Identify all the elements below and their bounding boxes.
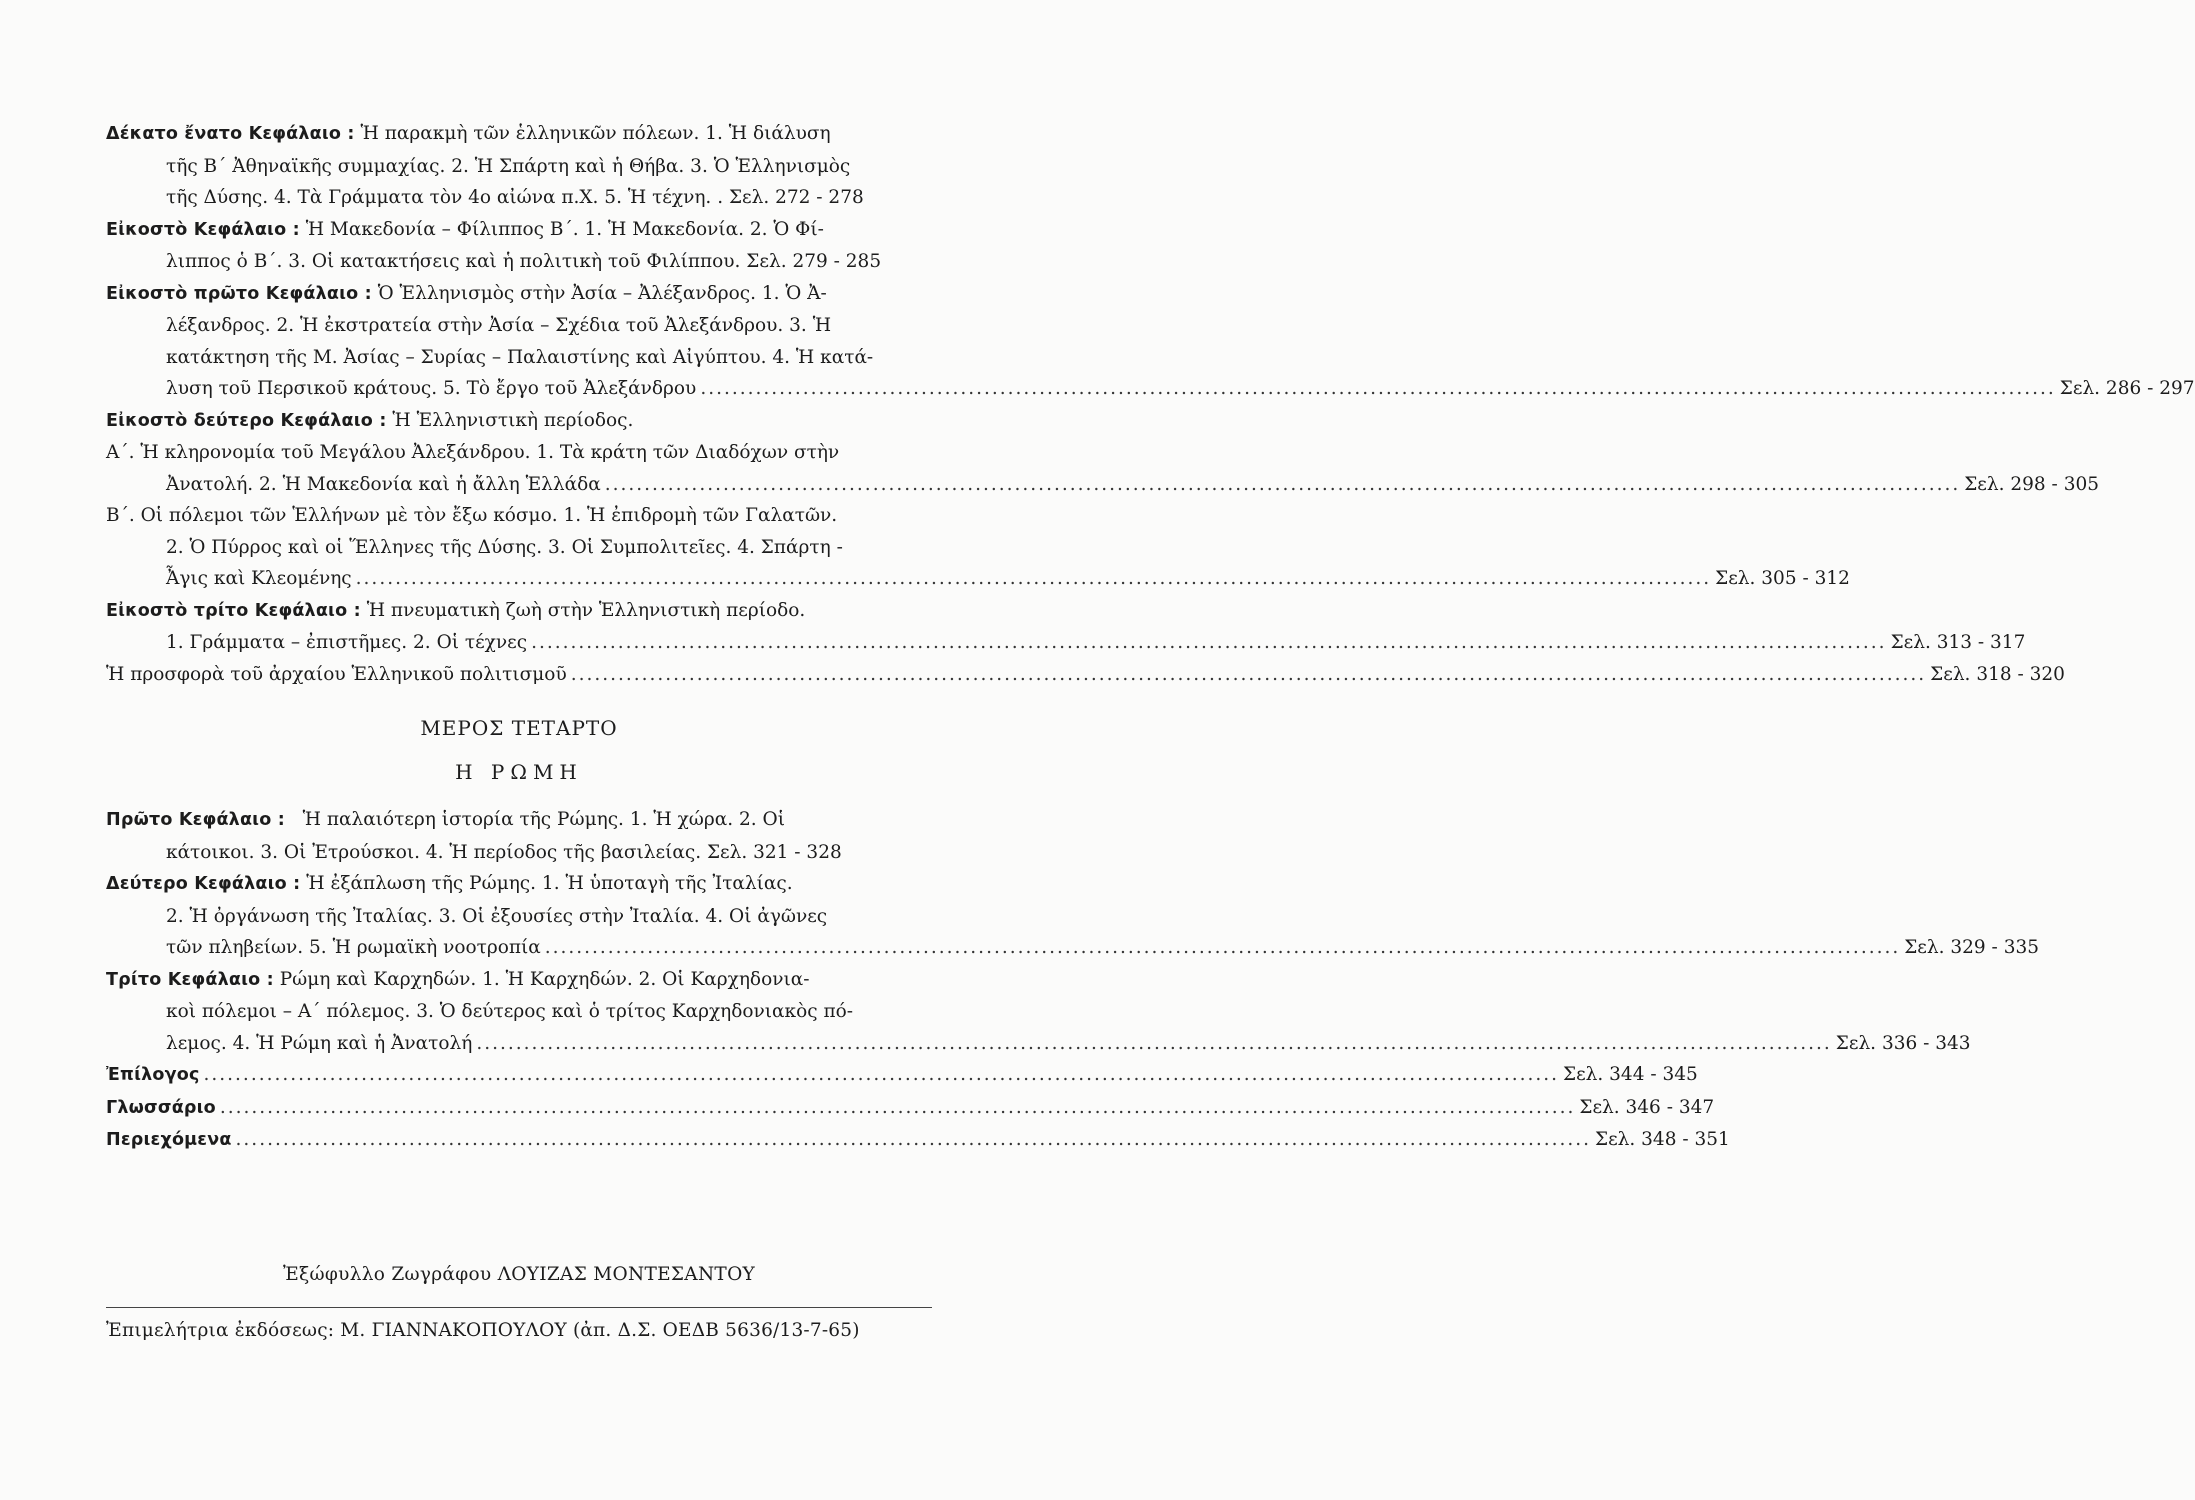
chapter-text: κάτοικοι. 3. Οἱ Ἐτρούσκοι. 4. Ἡ περίοδος τῆς βασιλείας. Σελ. 321 - 328 bbox=[166, 841, 842, 863]
dot-leader bbox=[204, 1064, 1559, 1085]
editor-credit: Ἐπιμελήτρια ἐκδόσεως: Μ. ΓΙΑΝΝΑΚΟΠΟΥΛΟΥ (ἀπ. Δ.Σ. ΟΕΔΒ 5636/13-7-65) bbox=[106, 1320, 860, 1341]
dot-leader bbox=[571, 664, 1926, 685]
dot-leader bbox=[545, 937, 1900, 958]
page-reference: Σελ. 298 - 305 bbox=[1964, 473, 2100, 495]
toc-entry-contents bbox=[106, 1124, 1730, 1157]
page-reference: Σελ. 286 - 297 bbox=[2059, 378, 2195, 399]
toc-entry-offer bbox=[106, 659, 2065, 691]
part-heading: ΜΕΡΟΣ ΤΕΤΑΡΤΟ bbox=[420, 716, 618, 740]
chapter-text: τῆς Β΄ Ἀθηναϊκῆς συμμαχίας. 2. Ἡ Σπάρτη καὶ ἡ Θήβα. 3. Ὁ Ἑλληνισμὸς bbox=[166, 155, 851, 177]
chapter-title: Δεύτερο Κεφάλαιο : bbox=[106, 874, 301, 894]
toc-entry-epilogue bbox=[106, 1059, 1698, 1092]
chapter-text: Ἡ Ἑλληνιστικὴ περίοδος. bbox=[392, 409, 634, 431]
toc-entry-glossary bbox=[106, 1092, 1715, 1125]
chapter-title: Πρῶτο Κεφάλαιο : bbox=[106, 810, 285, 830]
chapter-text: Ἡ παλαιότερη ἱστορία τῆς Ρώμης. 1. Ἡ χώρα. 2. Οἱ bbox=[302, 809, 785, 830]
page-reference: Σελ. 329 - 335 bbox=[1904, 937, 2040, 958]
chapter-text: λυση τοῦ Περσικοῦ κράτους. 5. Τὸ ἔργο τοῦ Ἀλεξάνδρου bbox=[166, 378, 697, 399]
chapter-text: Ἡ ἐξάπλωση τῆς Ρώμης. 1. Ἡ ὑποταγὴ τῆς Ἰταλίας. bbox=[306, 873, 793, 894]
entry-title: Ἐπίλογος bbox=[106, 1065, 200, 1085]
cover-credit: Ἐξώφυλλο Ζωγράφου ΛΟΥΙΖΑΣ ΜΟΝΤΕΣΑΝΤΟΥ bbox=[282, 1264, 756, 1285]
page-reference: Σελ. 318 - 320 bbox=[1930, 663, 2065, 685]
chapter-text: λέξανδρος. 2. Ἡ ἐκστρατεία στὴν Ἀσία – Σχέδια τοῦ Ἀλεξάνδρου. 3. Ἡ bbox=[166, 315, 832, 336]
chapter-title: Τρίτο Κεφάλαιο : bbox=[106, 969, 274, 990]
toc-entry-rome-chapter-2 bbox=[106, 868, 2040, 964]
entry-title: Γλωσσάριο bbox=[106, 1097, 216, 1118]
chapter-text: Ἡ πνευματικὴ ζωὴ στὴν Ἑλληνιστικὴ περίοδο. bbox=[366, 599, 806, 621]
chapter-title: Εἰκοστὸ δεύτερο Κεφάλαιο : bbox=[106, 410, 387, 431]
dot-leader bbox=[356, 568, 1711, 589]
page-reference: Σελ. 346 - 347 bbox=[1579, 1096, 1715, 1118]
chapter-text: Ρώμη καὶ Καρχηδών. 1. Ἡ Καρχηδών. 2. Οἱ Καρχηδονια- bbox=[279, 968, 810, 990]
toc-entry-chapter-23 bbox=[106, 595, 2026, 659]
chapter-text: τῶν πληβείων. 5. Ἡ ρωμαϊκὴ νοοτροπία bbox=[166, 937, 541, 958]
page-reference: Σελ. 344 - 345 bbox=[1563, 1064, 1698, 1085]
part-subtitle: Η ΡΩΜΗ bbox=[455, 760, 583, 784]
chapter-text: κοὶ πόλεμοι – Α΄ πόλεμος. 3. Ὁ δεύτερος καὶ ὁ τρίτος Καρχηδονιακὸς πό- bbox=[166, 1001, 854, 1022]
toc-entry-chapter-21 bbox=[106, 278, 2195, 405]
section-text: Α΄. Ἡ κληρονομία τοῦ Μεγάλου Ἀλεξάνδρου. 1. Τὰ κράτη τῶν Διαδόχων στὴν bbox=[106, 442, 840, 463]
divider bbox=[106, 1307, 932, 1308]
page-reference: Σελ. 313 - 317 bbox=[1890, 632, 2026, 653]
toc-entry-chapter-19 bbox=[106, 118, 932, 214]
chapter-text: Ὁ Ἑλληνισμὸς στὴν Ἀσία – Ἀλέξανδρος. 1. Ὁ Ἀ- bbox=[377, 282, 827, 304]
chapter-title: Εἰκοστὸ Κεφάλαιο : bbox=[106, 219, 300, 240]
chapter-text: λιππος ὁ Β΄. 3. Οἱ κατακτήσεις καὶ ἡ πολιτικὴ τοῦ Φιλίππου. Σελ. 279 - 285 bbox=[166, 251, 882, 272]
entry-text: Ἡ προσφορὰ τοῦ ἀρχαίου Ἑλληνικοῦ πολιτισμοῦ bbox=[106, 663, 567, 685]
table-of-contents bbox=[106, 118, 2195, 1157]
dot-leader bbox=[700, 378, 2055, 399]
chapter-text: λεμος. 4. Ἡ Ρώμη καὶ ἡ Ἀνατολή bbox=[166, 1032, 473, 1054]
dot-leader bbox=[605, 474, 1960, 495]
page-reference: Σελ. 305 - 312 bbox=[1715, 568, 1850, 589]
toc-entry-chapter-22 bbox=[106, 405, 2100, 595]
section-text: 2. Ὁ Πύρρος καὶ οἱ Ἕλληνες τῆς Δύσης. 3. Οἱ Συμπολιτεῖες. 4. Σπάρτη - bbox=[166, 536, 843, 558]
section-text: Ἀνατολή. 2. Ἡ Μακεδονία καὶ ἡ ἄλλη Ἑλλάδα bbox=[166, 473, 601, 495]
chapter-text: Ἡ παρακμὴ τῶν ἑλληνικῶν πόλεων. 1. Ἡ διάλυση bbox=[360, 123, 831, 144]
chapter-text: κατάκτηση τῆς Μ. Ἀσίας – Συρίας – Παλαιστίνης καὶ Αἰγύπτου. 4. Ἡ κατά- bbox=[166, 346, 874, 368]
dot-leader bbox=[476, 1033, 1831, 1054]
dot-leader bbox=[236, 1129, 1591, 1150]
toc-entry-rome-chapter-1 bbox=[106, 804, 932, 868]
dot-leader bbox=[220, 1097, 1575, 1118]
chapter-text: Ἡ Μακεδονία – Φίλιππος Β΄. 1. Ἡ Μακεδονία. 2. Ὁ Φί- bbox=[305, 218, 824, 240]
page-reference: Σελ. 348 - 351 bbox=[1595, 1129, 1730, 1150]
chapter-text: 2. Ἡ ὀργάνωση τῆς Ἰταλίας. 3. Οἱ ἐξουσίες στὴν Ἰταλία. 4. Οἱ ἀγῶνες bbox=[166, 905, 828, 927]
chapter-text: τῆς Δύσης. 4. Τὰ Γράμματα τὸν 4ο αἰώνα π.Χ. 5. Ἡ τέχνη. . Σελ. 272 - 278 bbox=[166, 187, 864, 208]
toc-entry-rome-chapter-3 bbox=[106, 964, 1971, 1060]
section-text: Β΄. Οἱ πόλεμοι τῶν Ἑλλήνων μὲ τὸν ἔξω κόσμο. 1. Ἡ ἐπιδρομὴ τῶν Γαλατῶν. bbox=[106, 505, 838, 526]
entry-title: Περιεχόμενα bbox=[106, 1130, 232, 1150]
chapter-text: 1. Γράμματα – ἐπιστῆμες. 2. Οἱ τέχνες bbox=[166, 632, 528, 653]
section-text: Ἆγις καὶ Κλεομένης bbox=[166, 568, 352, 589]
toc-entry-chapter-20 bbox=[106, 214, 932, 278]
chapter-title: Εἰκοστὸ τρίτο Κεφάλαιο : bbox=[106, 600, 361, 621]
chapter-title: Εἰκοστὸ πρῶτο Κεφάλαιο : bbox=[106, 283, 372, 304]
chapter-title: Δέκατο ἔνατο Κεφάλαιο : bbox=[106, 124, 355, 144]
dot-leader bbox=[531, 632, 1886, 653]
page-reference: Σελ. 336 - 343 bbox=[1835, 1032, 1971, 1054]
